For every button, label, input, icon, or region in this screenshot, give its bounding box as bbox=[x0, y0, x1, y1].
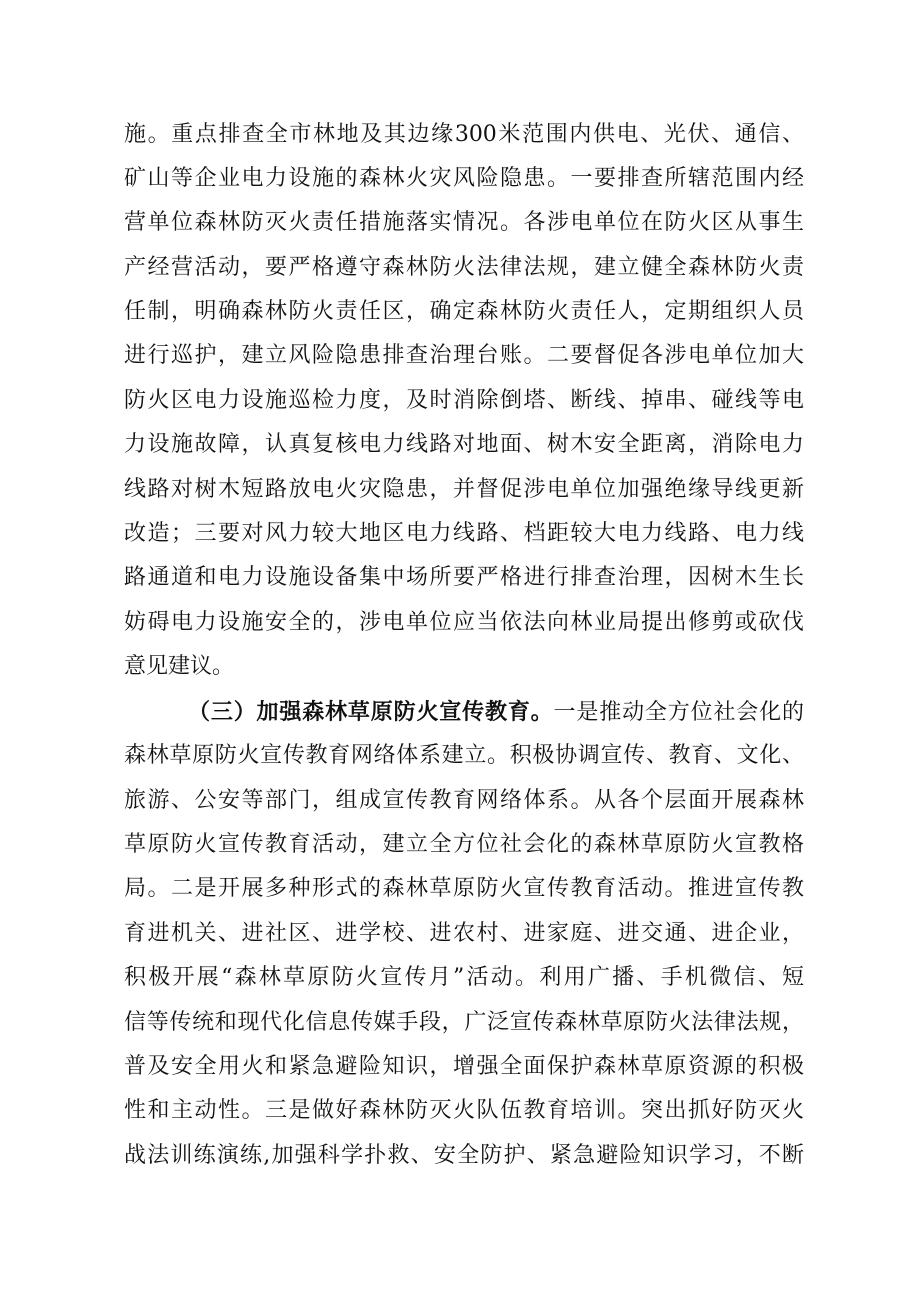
paragraph-1-line-5: 任制，明确森林防火责任区，确定森林防火责任人，定期组织人员 bbox=[124, 299, 804, 324]
paragraph-1-line-11: 路通道和电力设施设备集中场所要严格进行排查治理，因树木生长 bbox=[124, 565, 804, 590]
paragraph-2-line-11: 战法训练演练,加强科学扑救、安全防护、紧急避险知识学习，不断 bbox=[124, 1143, 804, 1168]
paragraph-2-line-3: 旅游、公安等部门，组成宣传教育网络体系。从各个层面开展森林 bbox=[124, 788, 804, 813]
paragraph-1-line-1: 施。重点排查全市林地及其边缘300米范围内供电、光伏、通信、 bbox=[124, 122, 804, 147]
paragraph-1-line-9: 线路对树木短路放电火灾隐患，并督促涉电单位加强绝缘导线更新 bbox=[124, 477, 804, 502]
section-heading-rest: 一是推动全方位社会化的 bbox=[553, 700, 804, 725]
paragraph-2-line-8: 信等传统和现代化信息传媒手段，广泛宣传森林草原防火法律法规， bbox=[124, 1010, 804, 1035]
section-heading: （三）加强森林草原防火宣传教育。 bbox=[188, 699, 554, 725]
paragraph-2-line-7: 积极开展“森林草原防火宣传月”活动。利用广播、手机微信、短 bbox=[124, 965, 804, 990]
paragraph-2-line-5: 局。二是开展多种形式的森林草原防火宣传教育活动。推进宣传教 bbox=[124, 876, 804, 901]
paragraph-1-line-8: 力设施故障，认真复核电力线路对地面、树木安全距离，消除电力 bbox=[124, 432, 804, 457]
paragraph-2-line-2: 森林草原防火宣传教育网络体系建立。积极协调宣传、教育、文化、 bbox=[124, 743, 804, 768]
paragraph-2-first-line bbox=[188, 697, 804, 727]
paragraph-1-line-7: 防火区电力设施巡检力度，及时消除倒塔、断线、掉串、碰线等电 bbox=[124, 388, 804, 413]
paragraph-1-line-2: 矿山等企业电力设施的森林火灾风险隐患。一要排查所辖范围内经 bbox=[124, 166, 804, 191]
paragraph-1-line-12: 妨碍电力设施安全的，涉电单位应当依法向林业局提出修剪或砍伐 bbox=[124, 610, 804, 635]
paragraph-1-line-3: 营单位森林防灭火责任措施落实情况。各涉电单位在防火区从事生 bbox=[124, 210, 804, 235]
paragraph-1-line-10: 改造；三要对风力较大地区电力线路、档距较大电力线路、电力线 bbox=[124, 521, 804, 546]
paragraph-2-line-10: 性和主动性。三是做好森林防灭火队伍教育培训。突出抓好防灭火 bbox=[124, 1098, 804, 1123]
paragraph-1-line-13: 意见建议。 bbox=[124, 654, 235, 679]
paragraph-2-line-6: 育进机关、进社区、进学校、进农村、进家庭、进交通、进企业， bbox=[124, 921, 804, 946]
paragraph-2-line-9: 普及安全用火和紧急避险知识，增强全面保护森林草原资源的积极 bbox=[124, 1054, 804, 1079]
paragraph-2-line-4: 草原防火宣传教育活动，建立全方位社会化的森林草原防火宣教格 bbox=[124, 832, 804, 857]
paragraph-1-line-4: 产经营活动，要严格遵守森林防火法律法规，建立健全森林防火责 bbox=[124, 255, 804, 280]
paragraph-1-line-6: 进行巡护，建立风险隐患排查治理台账。二要督促各涉电单位加大 bbox=[124, 343, 804, 368]
